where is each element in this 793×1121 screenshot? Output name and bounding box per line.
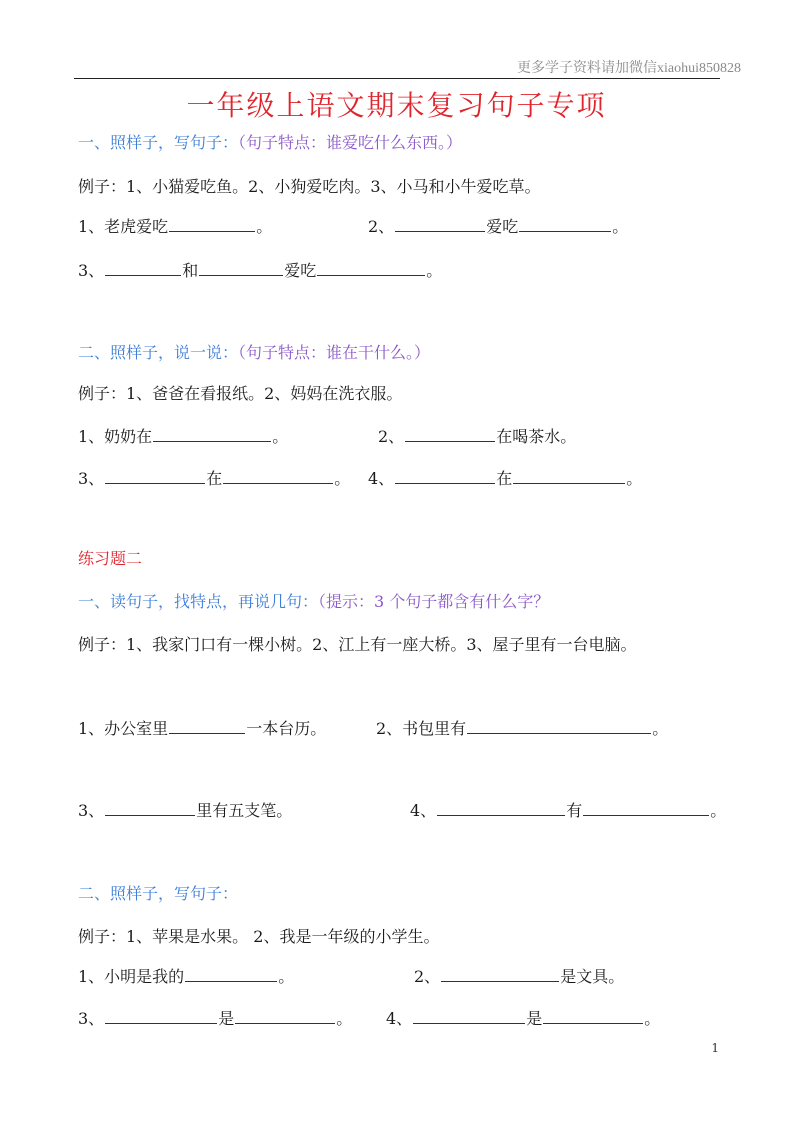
answer-blank[interactable] — [169, 719, 245, 734]
example-sentence: 例子：1、苹果是水果。 2、我是一年级的小学生。 — [78, 927, 440, 946]
exercise-question-2: 2、 爱吃 。 — [368, 217, 629, 236]
answer-blank[interactable] — [235, 1009, 335, 1024]
answer-blank[interactable] — [185, 967, 277, 982]
answer-blank[interactable] — [169, 217, 255, 232]
exercise-question-2: 2、 是文具。 — [414, 967, 625, 986]
answer-blank[interactable] — [513, 469, 625, 484]
section-hint: （提示：3 个句子都含有什么字？ — [318, 592, 550, 611]
section-heading-text: 一、读句子，找特点，再说几句： — [78, 592, 319, 611]
example-sentence: 例子：1、爸爸在看报纸。2、妈妈在洗衣服。 — [78, 384, 403, 403]
header-divider — [74, 78, 720, 79]
answer-blank[interactable] — [395, 469, 495, 484]
answer-blank[interactable] — [395, 217, 485, 232]
exercise-question-1: 1、老虎爱吃 。 — [78, 217, 273, 236]
section-hint: （句子特点：谁爱吃什么东西。） — [238, 133, 463, 152]
section-heading-2 — [78, 340, 430, 363]
page-title: 一年级上语文期末复习句子专项 — [186, 89, 607, 122]
exercise-question-3: 3、 和 爱吃 。 — [78, 261, 443, 280]
exercise-question-4: 4、 有 。 — [410, 801, 727, 820]
exercise-question-4: 4、 在 。 — [368, 469, 643, 488]
answer-blank[interactable] — [543, 1009, 643, 1024]
exercise-question-1: 1、小明是我的 。 — [78, 967, 295, 986]
exercise-question-3: 3、 是 。 — [78, 1009, 353, 1028]
answer-blank[interactable] — [405, 427, 495, 442]
exercise-question-1: 1、奶奶在 。 — [78, 427, 289, 446]
section-heading-text: 一、照样子，写句子： — [78, 133, 239, 152]
answer-blank[interactable] — [105, 1009, 217, 1024]
answer-blank[interactable] — [583, 801, 709, 816]
section-heading-text: 二、照样子，写句子： — [78, 884, 239, 903]
example-sentence: 例子：1、小猫爱吃鱼。2、小狗爱吃肉。3、小马和小牛爱吃草。 — [78, 177, 541, 196]
exercise-set-label: 练习题二 — [78, 549, 143, 568]
answer-blank[interactable] — [519, 217, 611, 232]
exercise-question-1: 1、办公室里 一本台历。 — [78, 719, 327, 738]
exercise-question-2: 2、 在喝茶水。 — [378, 427, 577, 446]
exercise-question-4: 4、 是 。 — [386, 1009, 661, 1028]
section-heading-3 — [78, 589, 549, 612]
answer-blank[interactable] — [317, 261, 425, 276]
exercise-question-3: 3、 里有五支笔。 — [78, 801, 293, 820]
answer-blank[interactable] — [153, 427, 271, 442]
section-heading-1 — [78, 130, 462, 153]
answer-blank[interactable] — [467, 719, 651, 734]
section-heading-4 — [78, 881, 238, 904]
section-heading-text: 二、照样子，说一说： — [78, 343, 239, 362]
answer-blank[interactable] — [441, 967, 559, 982]
exercise-question-2: 2、书包里有 。 — [376, 719, 669, 738]
example-sentence: 例子：1、我家门口有一棵小树。2、江上有一座大桥。3、屋子里有一台电脑。 — [78, 635, 637, 654]
section-hint: （句子特点：谁在干什么。） — [238, 343, 431, 362]
answer-blank[interactable] — [437, 801, 565, 816]
page-number: 1 — [711, 1041, 719, 1055]
answer-blank[interactable] — [105, 801, 195, 816]
answer-blank[interactable] — [223, 469, 333, 484]
answer-blank[interactable] — [105, 261, 181, 276]
answer-blank[interactable] — [105, 469, 205, 484]
header-watermark-text: 更多学子资料请加微信xiaohui850828 — [517, 61, 741, 76]
exercise-question-3: 3、 在 。 — [78, 469, 351, 488]
answer-blank[interactable] — [413, 1009, 525, 1024]
answer-blank[interactable] — [199, 261, 283, 276]
